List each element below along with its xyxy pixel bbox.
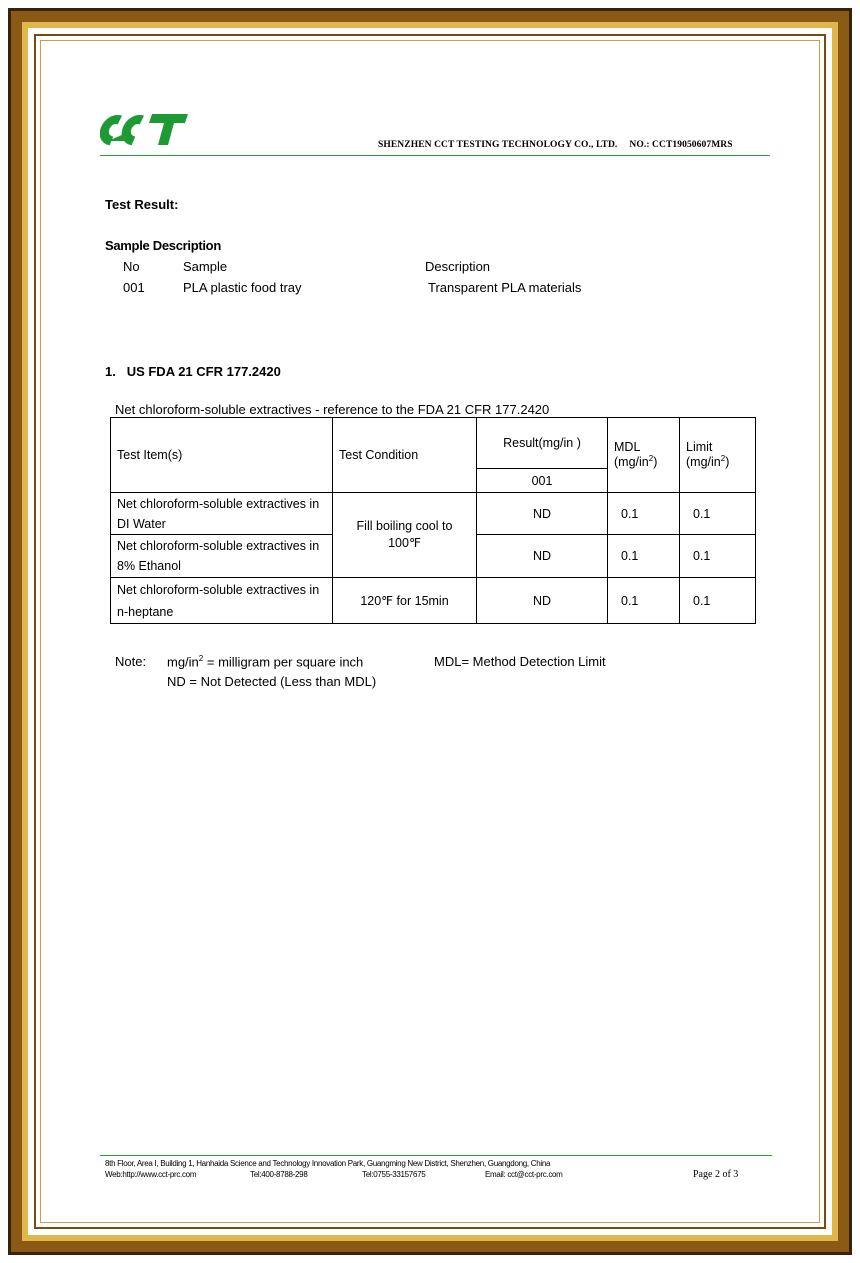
row-result: ND [477, 535, 608, 578]
row-item: Net chloroform-soluble extractives in 8% Ethanol [111, 535, 333, 578]
row-condition-shared: Fill boiling cool to 100℉ [333, 493, 477, 578]
section-title: US FDA 21 CFR 177.2420 [126, 364, 281, 379]
footer-tel-2: Tel:0755-33157675 [362, 1170, 426, 1179]
footer-address: 8th Floor, Area I, Building 1, Hanhaida Science and Technology Innovation Park, Guangming New District, Shenzhen, Guangdong, China [105, 1159, 551, 1168]
footer-tel-1: Tel:400-8788-298 [250, 1170, 308, 1179]
row-mdl: 0.1 [608, 578, 680, 624]
row-item: Net chloroform-soluble extractives in n-heptane [111, 578, 333, 624]
section-number: 1. [105, 364, 116, 379]
header-sample-no: 001 [477, 469, 608, 493]
frame-inner-line [34, 34, 826, 1229]
sample-row-no: 001 [123, 280, 145, 295]
report-number: NO.: CCT19050607MRS [629, 140, 733, 150]
row-limit: 0.1 [680, 535, 756, 578]
note-line-1: $mg/in^2$ = milligram per square inch [167, 654, 364, 670]
results-table [110, 417, 756, 624]
sample-row-description: Transparent PLA materials [428, 280, 582, 295]
header-limit-label: Limit [686, 440, 713, 455]
frame-inner-line-2 [40, 40, 820, 1223]
table-caption: Net chloroform-soluble extractives - reference to the FDA 21 CFR 177.2420 [115, 402, 550, 417]
cct-logo [100, 110, 190, 150]
header-result: Result(mg/in ) [477, 418, 608, 469]
test-result-title: Test Result: [105, 197, 179, 212]
table-row [111, 578, 756, 624]
header-mdl-unit: $(mg/in^2)$ [614, 454, 658, 470]
header-test-item: Test Item(s) [111, 418, 333, 493]
header-mdl-label: MDL [614, 440, 641, 455]
row-result: ND [477, 578, 608, 624]
footer-email: Email: cct@cct-prc.com [485, 1170, 563, 1179]
header-test-condition: Test Condition [333, 418, 477, 493]
row-limit: 0.1 [680, 493, 756, 535]
header-rule [100, 155, 770, 156]
row-result: ND [477, 493, 608, 535]
footer-rule [100, 1155, 772, 1156]
sample-header-no: No [123, 259, 140, 274]
header-limit-unit: $(mg/in^2)$ [686, 454, 730, 470]
note-mdl-definition: MDL= Method Detection Limit [434, 654, 606, 669]
sample-row-name: PLA plastic food tray [183, 280, 302, 295]
company-name: SHENZHEN CCT TESTING TECHNOLOGY CO., LTD. [378, 140, 618, 150]
row-mdl: 0.1 [608, 493, 680, 535]
page-number: Page 2 of 3 [693, 1169, 739, 1180]
header-mdl [608, 418, 680, 493]
sample-header-sample: Sample [183, 259, 228, 274]
header-text [378, 140, 733, 150]
section-heading [105, 364, 281, 379]
table-header-row [111, 418, 756, 469]
decorative-frame [8, 8, 852, 1255]
header-limit [680, 418, 756, 493]
row-item: Net chloroform-soluble extractives in DI Water [111, 493, 333, 535]
note-line-2: ND = Not Detected (Less than MDL) [167, 674, 377, 689]
footer-web: Web:http://www.cct-prc.com [105, 1170, 197, 1179]
sample-header-description: Description [425, 259, 491, 274]
table-row [111, 493, 756, 535]
row-limit: 0.1 [680, 578, 756, 624]
note-label: Note: [115, 654, 147, 669]
row-mdl: 0.1 [608, 535, 680, 578]
row-condition: 120℉ for 15min [333, 578, 477, 624]
sample-description-title: Sample Description [105, 238, 221, 253]
